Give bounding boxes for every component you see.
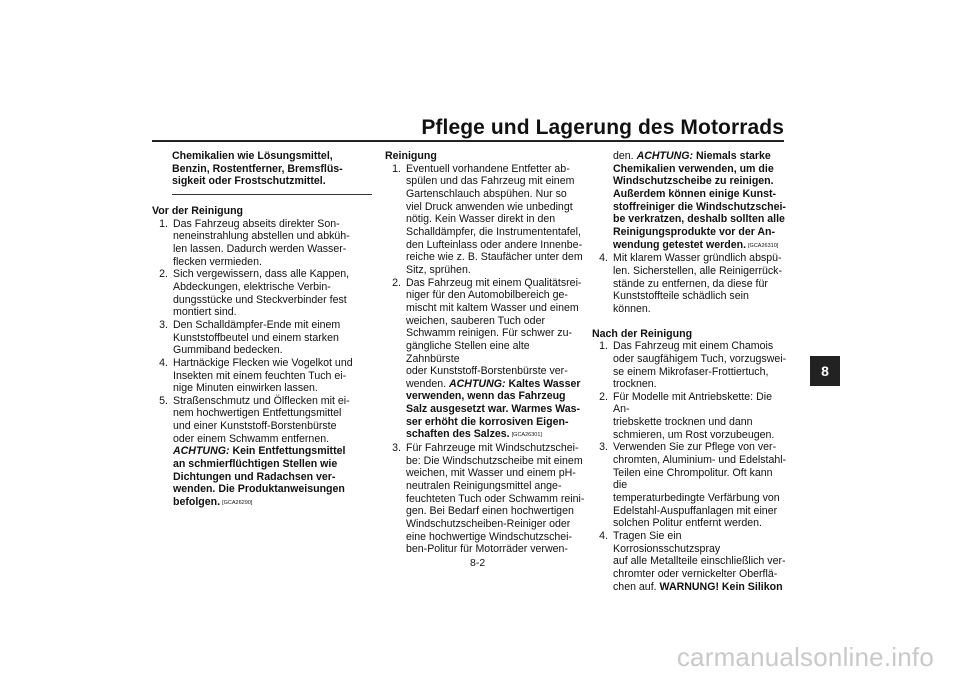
section-heading: Nach der Reinigung [592, 327, 693, 340]
text-line: spülen und das Fahrzeug mit einem [406, 175, 575, 188]
text-segment: den. [613, 150, 637, 162]
text-line: triebskette trocknen und dann [613, 416, 753, 429]
caution-line [613, 239, 787, 253]
text-line: Benzin, Rostentferner, Bremsflüs- [172, 162, 343, 175]
list-item [152, 218, 377, 269]
warning-line [613, 581, 787, 594]
list-item [385, 163, 585, 277]
text-line: nem hochwertigen Entfettungsmittel [173, 407, 342, 420]
list-item [152, 357, 377, 395]
item-number: 2. [392, 276, 401, 289]
text-line: Für Fahrzeuge mit Windschutzschei- [406, 442, 579, 455]
section-heading: Vor der Reinigung [152, 204, 244, 217]
caution-text: Reinigungsprodukte vor der An- [613, 225, 776, 238]
caution-line [613, 150, 787, 163]
page-title: Pflege und Lagerung des Motorrads [421, 116, 784, 139]
caution-text: wendung getestet werden. [613, 238, 747, 251]
text-line: solchen Politur entfernt werden. [613, 517, 762, 530]
chapter-tab: 8 [810, 356, 840, 386]
text-line: Chemikalien wie Lösungsmittel, [172, 150, 333, 162]
text-line: Teilen eine Chrompolitur. Oft kann die [613, 466, 773, 492]
text-line: Hartnäckige Flecken wie Vogelkot und [173, 356, 353, 369]
text-line: und einer Kunststoff-Borstenbürste [173, 420, 337, 433]
text-line: chromten, Aluminium- und Edelstahl- [613, 454, 787, 467]
text-line: Das Fahrzeug mit einem Qualitätsrei- [406, 276, 582, 289]
caution-text: Kaltes Wasser [505, 377, 581, 390]
caution-line [406, 378, 585, 391]
warning-text: WARNUNG! Kein Silikon [659, 580, 783, 593]
item-number: 1. [392, 162, 401, 175]
column-2 [385, 150, 585, 556]
list-item [592, 391, 787, 442]
text-line: Edelstahl-Auspuffanlagen mit einer [613, 504, 778, 517]
caution-text: wenden. Die Produktanweisungen [173, 483, 345, 496]
caution-text: ser erhöht die korrosiven Eigen- [406, 415, 569, 428]
reference-code: [GCA26310] [748, 242, 779, 249]
text-line: be: Die Windschutzscheibe mit einem [406, 454, 583, 467]
text-line: temperaturbedingte Verfärbung von [613, 492, 780, 505]
item-number-spacer [592, 150, 613, 252]
text-line: Kunststoffteile schädlich sein können. [613, 290, 749, 315]
caution-text: an schmierflüchtigen Stellen wie [173, 458, 338, 471]
list-item [152, 268, 377, 319]
text-line: weichen, sauberen Tuch oder [406, 314, 545, 327]
caution-line [406, 428, 585, 442]
caution-text: Außerdem können einige Kunst- [613, 187, 777, 200]
caution-text: Windschutzscheibe zu reinigen. [613, 175, 774, 188]
text-line: schmieren, um Rost vorzubeugen. [613, 428, 775, 441]
text-line: len. Sicherstellen, alle Reinigerrück- [613, 264, 782, 277]
text-line: gen. Bei Bedarf einen hochwertigen [406, 505, 574, 518]
text-line: flecken vermieden. [173, 255, 262, 268]
caution-text: Dichtungen und Radachsen ver- [173, 470, 336, 483]
text-segment: wenden. [406, 377, 449, 390]
caution-text: schaften des Salzes. [406, 428, 510, 441]
item-number: 3. [159, 318, 168, 331]
caution-text: befolgen. [173, 496, 221, 509]
item-number: 1. [159, 217, 168, 230]
item-number: 4. [159, 356, 168, 369]
text-line: Gummiband bedecken. [173, 344, 283, 357]
item-number: 2. [599, 390, 608, 403]
caution-text: Kein Entfettungsmittel [229, 445, 346, 458]
text-line: gängliche Stellen eine alte Zahnbürste [406, 339, 530, 365]
item-number: 3. [599, 441, 608, 454]
caution-text: Salz ausgesetzt war. Warmes Was- [406, 403, 581, 416]
text-line: Das Fahrzeug abseits direkter Son- [173, 217, 340, 230]
text-line: Mit klarem Wasser gründlich abspü- [613, 252, 782, 265]
caution-label: ACHTUNG: [173, 445, 230, 458]
reference-code: [GCA26290] [222, 500, 253, 507]
text-line: weichen, mit Wasser und einem pH- [406, 467, 576, 480]
text-line: chromter oder vernickelter Oberflä- [613, 568, 778, 580]
text-line: stände zu entfernen, da diese für [613, 277, 768, 290]
title-rule [152, 140, 784, 142]
text-line: Gartenschlauch abspühen. Nur so [406, 187, 567, 200]
text-line: Eventuell vorhandene Entfetter ab- [406, 162, 570, 175]
text-line: Abdeckungen, elektrische Verbin- [173, 280, 331, 293]
text-line: se einem Mikrofaser-Frottiertuch, [613, 365, 769, 378]
column-1 [152, 150, 377, 510]
caution-label: ACHTUNG: [449, 377, 506, 390]
caution-text: stoffreiniger die Windschutzschei- [613, 200, 786, 213]
item-number: 2. [159, 268, 168, 281]
page-number: 8-2 [470, 557, 486, 569]
text-line: niger für den Automobilbereich ge- [406, 289, 568, 302]
text-line: montiert sind. [173, 306, 237, 319]
text-line: feuchteten Tuch oder Schwamm reini- [406, 492, 585, 505]
item-number: 4. [599, 252, 608, 265]
caution-text: verwenden, wenn das Fahrzeug [406, 390, 566, 403]
text-line: reiche wie z. B. Staufächer unter dem [406, 251, 583, 264]
text-line: mischt mit kaltem Wasser und einem [406, 301, 579, 314]
text-segment: chen auf. [613, 580, 660, 593]
item-number: 1. [599, 340, 608, 353]
warning-continuation [152, 150, 377, 188]
text-line: eine hochwertige Windschutzschei- [406, 530, 573, 543]
list-item [592, 252, 787, 315]
item-number: 5. [159, 394, 168, 407]
text-line: viel Druck anwenden wie unbedingt [406, 200, 573, 213]
text-line: Sich vergewissern, dass alle Kappen, [173, 268, 350, 281]
text-line: den Lufteinlass oder andere Innenbe- [406, 238, 583, 251]
reference-code: [GCA26301] [511, 432, 542, 439]
text-line: len lassen. Dadurch werden Wasser- [173, 242, 347, 255]
warning-rule [172, 194, 372, 195]
text-line: oder saugfähigem Tuch, vorzugswei- [613, 352, 787, 365]
text-line: Sitz, sprühen. [406, 263, 471, 276]
text-line: dungsstücke und Steckverbinder fest [173, 293, 347, 306]
text-line: nige Minuten einwirken lassen. [173, 382, 318, 395]
item-number: 4. [599, 530, 608, 543]
text-line: ben-Politur für Motorräder verwen- [406, 543, 568, 556]
section-heading: Reinigung [385, 150, 437, 162]
text-line: Schwamm reinigen. Für schwer zu- [406, 327, 573, 340]
text-line: nötig. Kein Wasser direkt in den [406, 213, 556, 226]
text-line: Windschutzscheiben-Reiniger oder [406, 518, 571, 531]
text-line: Insekten mit einem feuchten Tuch ei- [173, 369, 347, 382]
text-line: trocknen. [613, 378, 657, 391]
list-item [152, 319, 377, 357]
text-line: Straßenschmutz und Ölflecken mit ei- [173, 394, 350, 407]
text-line: sigkeit oder Frostschutzmittel. [172, 175, 326, 188]
text-line: Verwenden Sie zur Pflege von ver- [613, 441, 777, 454]
caution-text: Niemals starke [693, 150, 771, 162]
text-line: neneinstrahlung abstellen und abküh- [173, 230, 350, 243]
list-item [152, 395, 377, 510]
list-item-continuation [592, 150, 787, 252]
text-line: auf alle Metallteile einschließlich ver- [613, 555, 786, 568]
list-item [385, 442, 585, 556]
text-line: Kunststoffbeutel und einem starken [173, 331, 339, 344]
text-line: Tragen Sie ein Korrosionsschutzspray [613, 530, 721, 555]
caution-line [173, 445, 377, 458]
text-line: Schalldämpfer, die Instrumententafel, [406, 225, 581, 238]
caution-label: ACHTUNG: [636, 150, 694, 162]
watermark: carmanualsonline.info [676, 642, 934, 672]
text-line: neutralen Reinigungsmittel ange- [406, 480, 562, 493]
text-line: Den Schalldämpfer-Ende mit einem [173, 318, 341, 331]
list-item [592, 530, 787, 593]
list-item [592, 441, 787, 530]
text-line: oder einem Schwamm entfernen. [173, 432, 330, 445]
list-item [385, 277, 585, 443]
text-line: oder Kunststoff-Borstenbürste ver- [406, 365, 568, 378]
caution-line [173, 496, 377, 510]
caution-text: Chemikalien verwenden, um die [613, 162, 774, 175]
caution-text: be verkratzen, deshalb sollten alle [613, 213, 785, 226]
list-item [592, 340, 787, 391]
column-3 [592, 150, 787, 593]
text-line: Das Fahrzeug mit einem Chamois [613, 340, 774, 353]
text-line: Für Modelle mit Antriebskette: Die An- [613, 390, 772, 416]
item-number: 3. [392, 442, 401, 455]
